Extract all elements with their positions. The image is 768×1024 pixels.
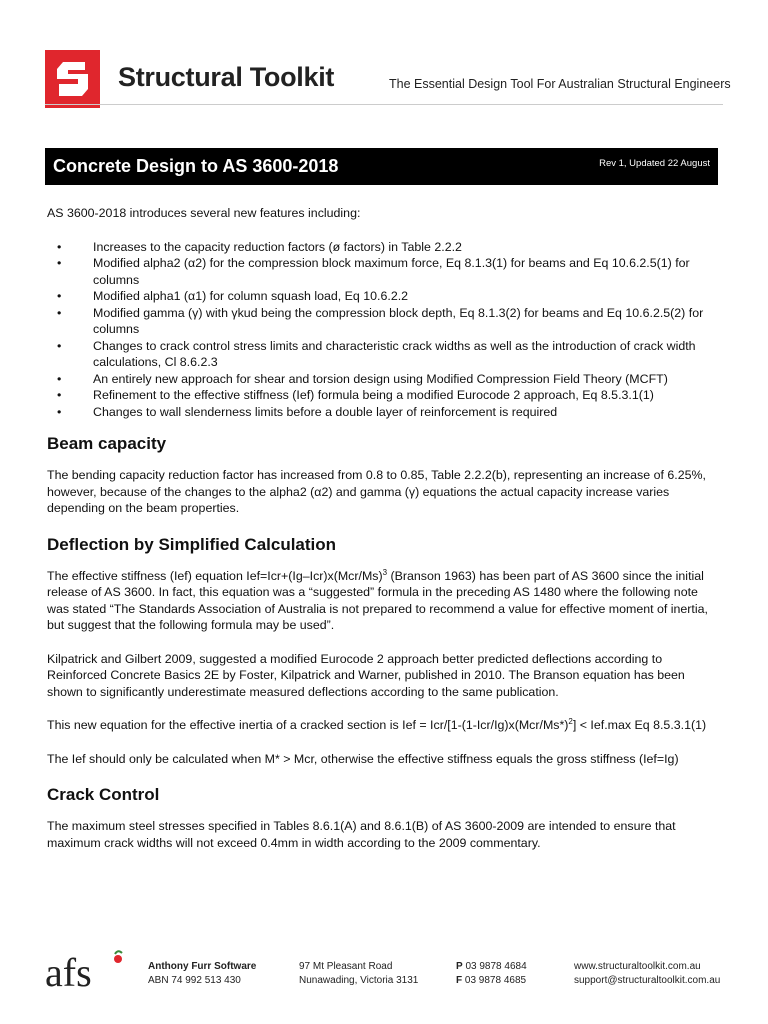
brand-name: Structural Toolkit: [118, 62, 335, 92]
list-item: • Modified alpha2 (α2) for the compression block maximum force, Eq 8.1.3(1) for beams and Eq 10.6.2.5(1) for columns: [57, 256, 690, 287]
feature-list: [47, 239, 719, 421]
list-item: • Changes to crack control stress limits and characteristic crack widths as well as the introduction of crack width calculations, Cl 8.6.2.3: [57, 338, 696, 369]
crack-control-heading: Crack Control: [47, 785, 160, 804]
fax-number: 03 9878 4685: [464, 975, 527, 986]
company-name: Anthony Furr Software: [148, 961, 257, 972]
svg-text:afs: afs: [45, 950, 92, 994]
bullet-icon: •: [57, 388, 62, 402]
bullet-icon: •: [57, 289, 62, 303]
footer: [0, 940, 768, 1000]
company-abn: ABN 74 992 513 430: [148, 975, 241, 986]
deflection-paragraph-1: The effective stiffness (Ief) equation $Ief=Icr+(Ig-Icr)x(Mcr/Ms)^3$ (Branson 1963) has been part of AS 3600 since the initial release of AS 3600. In fact, this equation was a “suggested” formula in the preceding AS 1480 where the following note was stated “The Standards Association of Australia is not prepared to recommend a value for effective moment of inertia, but suggest that the following formula may be used”.: [47, 567, 708, 632]
phone-number: 03 9878 4684: [465, 961, 527, 972]
deflection-heading: Deflection by Simplified Calculation: [47, 534, 337, 554]
structural-toolkit-logo-icon: [45, 50, 100, 108]
footer-contact: P 03 9878 4684 F 03 9878 4685: [456, 961, 527, 986]
list-item: • Refinement to the effective stiffness (Ief) formula being a modified Eurocode 2 approach, Eq 8.5.3.1(1): [57, 388, 654, 402]
afs-logo-icon: [45, 948, 125, 994]
footer-company: [148, 960, 256, 988]
deflection-paragraph-2: Kilpatrick and Gilbert 2009, suggested a modified Eurocode 2 approach better predicted deflections according to Reinforced Concrete Basics 2E by Foster, Kilpatrick and Warner, published in 2010. The Branson equation has been shown to significantly underestimate measured deflections according to the same publication.: [47, 651, 685, 699]
bullet-icon: •: [57, 305, 62, 320]
header-divider: [45, 104, 723, 105]
list-item: • An entirely new approach for shear and torsion design using Modified Compression Field Theory (MCFT): [57, 371, 668, 386]
footer-links: [574, 960, 720, 988]
bullet-icon: •: [57, 371, 62, 386]
document-body: [47, 205, 719, 851]
title-bar: [45, 148, 718, 185]
tagline: The Essential Design Tool For Australian Structural Engineers: [389, 77, 731, 91]
intro-text: AS 3600-2018 introduces several new features including:: [47, 206, 361, 220]
revision-note: Rev 1, Updated 22 August: [599, 158, 710, 169]
bullet-icon: •: [57, 239, 62, 254]
email-link[interactable]: support@structuraltoolkit.com.au: [574, 975, 721, 986]
bullet-icon: •: [57, 256, 62, 270]
beam-capacity-text: The bending capacity reduction factor has increased from 0.8 to 0.85, Table 2.2.2(b), representing an increase of 6.25%, however, because of the changes to the alpha2 (α2) and gamma (γ) equations the actual capacity increase varies depending on the beam properties.: [47, 468, 706, 515]
deflection-paragraph-3: This new equation for the effective inertia of a cracked section is Ief = Icr/$[1-(1-Icr/Ig)x(Mcr/Ms*)^2] < Ief.\max$ Eq 8.5.3.1(1): [47, 716, 707, 732]
bullet-icon: •: [57, 338, 62, 353]
list-item: • Modified alpha1 (α1) for column squash load, Eq 10.6.2.2: [57, 289, 409, 303]
deflection-paragraph-4: The Ief should only be calculated when M* > Mcr, otherwise the effective stiffness equals the gross stiffness (Ief=Ig): [47, 751, 679, 766]
bullet-icon: •: [57, 404, 62, 419]
crack-control-text: The maximum steel stresses specified in Tables 8.6.1(A) and 8.6.1(B) of AS 3600-2009 are intended to ensure that maximum crack widths will not exceed 0.4mm in width according to the 2009 commentary.: [47, 819, 676, 850]
list-item: • Changes to wall slenderness limits before a double layer of reinforcement is required: [57, 404, 558, 419]
beam-capacity-heading: Beam capacity: [47, 434, 167, 453]
footer-address: 97 Mt Pleasant Road Nunawading, Victoria 3131: [299, 961, 419, 986]
list-item: • Modified gamma (γ) with γkud being the compression block depth, Eq 8.1.3(2) for beams and Eq 10.6.2.5(2) for columns: [57, 305, 704, 336]
document-title: Concrete Design to AS 3600-2018: [53, 156, 339, 176]
website-link[interactable]: www.structuraltoolkit.com.au: [574, 961, 701, 972]
list-item: • Increases to the capacity reduction factors (ø factors) in Table 2.2.2: [57, 239, 462, 254]
